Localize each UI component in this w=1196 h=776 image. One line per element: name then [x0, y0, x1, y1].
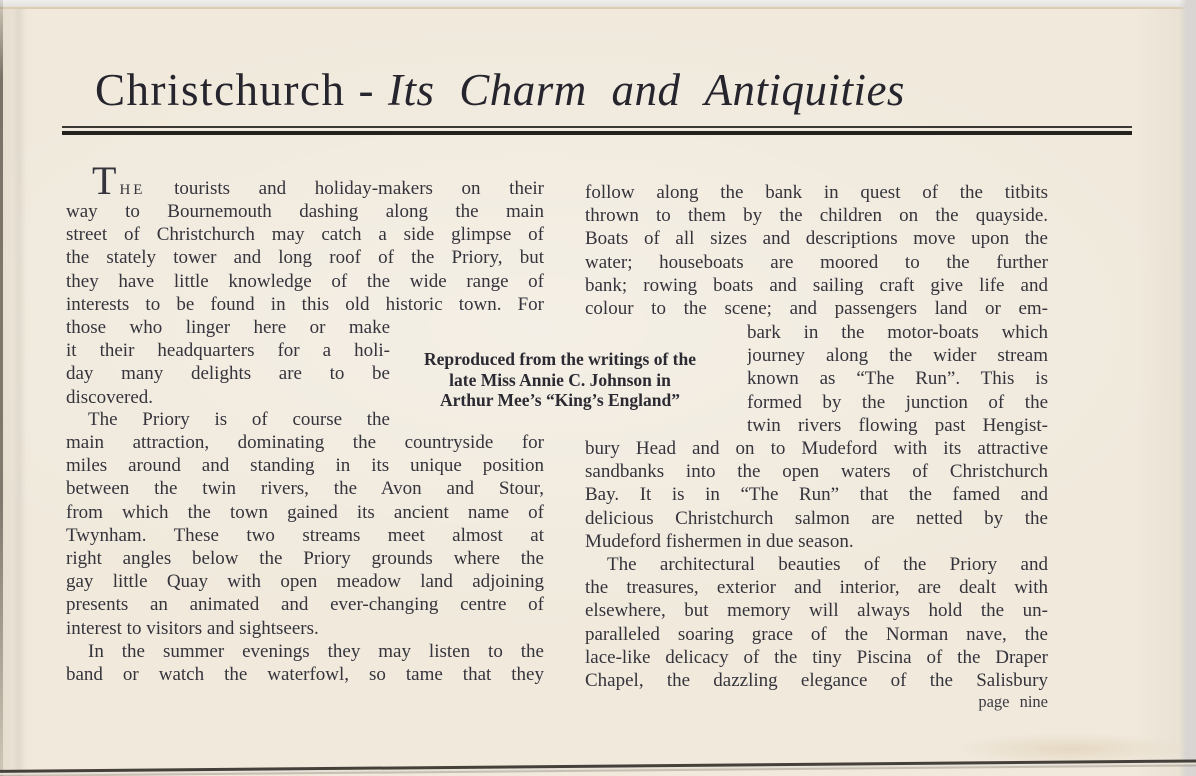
text-line: Twynham. These two streams meet almost at: [66, 524, 544, 546]
lead-caps: HE: [119, 182, 146, 198]
text-line: follow along the bank in quest of the titbits: [585, 182, 1048, 203]
text-line: it their headquarters for a holi-: [66, 340, 390, 362]
scan-edge-right: [1179, 0, 1196, 776]
text-line: bark in the motor-boats which: [747, 322, 1048, 343]
text-line: formed by the junction of the: [747, 391, 1048, 413]
title-subtitle: Its Charm and Antiquities: [388, 65, 905, 115]
text-line: The Priory is of course the: [88, 409, 390, 430]
right-column-paragraph-3: [585, 553, 1048, 692]
text-line: Boats of all sizes and descriptions move upon the: [585, 228, 1048, 250]
paper-crease: [12, 0, 26, 776]
text-line: sandbanks into the open waters of Christchurch: [585, 461, 1048, 483]
text-line: they have little knowledge of the wide range of: [66, 270, 544, 292]
text-line: Arthur Mee’s “King’s England”: [440, 390, 680, 410]
right-column-paragraph-1-narrow: [747, 321, 1048, 437]
text-line: The architectural beauties of the Priory and: [607, 554, 1048, 575]
text-line: In the summer evenings they may listen to the: [88, 641, 544, 662]
left-column-paragraph-2: [66, 431, 544, 640]
text-line: elsewhere, but memory will always hold the un-: [585, 600, 1048, 622]
text-line: Bay. It is in “The Run” that the famed and: [585, 484, 1048, 506]
text-line: bank; rowing boats and sailing craft give life and: [585, 274, 1048, 296]
text-line: presents an animated and ever-changing centre of: [66, 594, 544, 616]
text-line: interest to visitors and sightseers.: [66, 617, 319, 639]
text-line: day many delights are to be: [66, 363, 390, 385]
scan-edge-top: [0, 0, 1196, 9]
title-separator: -: [358, 65, 375, 115]
left-column-paragraph-1-narrow: [66, 316, 390, 409]
text-line: main attraction, dominating the countryside for: [66, 432, 544, 453]
text-line: lace-like delicacy of the tiny Piscina of the Draper: [585, 646, 1048, 668]
left-column-paragraph-3: [66, 640, 544, 686]
text-line: colour to the scene; and passengers land or em-: [585, 297, 1048, 319]
text-line: the treasures, exterior and interior, are dealt with: [585, 577, 1048, 599]
page-edge-left-line: [0, 0, 3, 776]
left-column-paragraph-2-start: [66, 408, 390, 431]
text-line: bury Head and on to Mudeford with its attractive: [585, 438, 1048, 459]
text-line: thrown to them by the children on the quayside.: [585, 205, 1048, 227]
text-line: miles around and standing in its unique position: [66, 455, 544, 477]
text-line: the stately tower and long roof of the Priory, but: [66, 247, 544, 269]
page-number: page nine: [978, 692, 1048, 711]
text-line: Chapel, the dazzling elegance of the Salisbury: [585, 669, 1048, 691]
text-line: journey along the wider stream: [747, 345, 1048, 367]
title-rule: [62, 126, 1132, 135]
text-line: late Miss Annie C. Johnson in: [449, 369, 671, 390]
text-line: from which the town gained its ancient name of: [66, 501, 544, 523]
text-line: gay little Quay with open meadow land adjoining: [66, 571, 544, 593]
lead-line: [66, 158, 545, 203]
text-line: right angles below the Priory grounds where the: [66, 547, 544, 569]
lead-text: tourists and holiday-makers on their: [174, 178, 545, 199]
text-line: discovered.: [66, 386, 154, 408]
text-line: band or watch the waterfowl, so tame that they: [66, 664, 544, 686]
text-line: Mudeford fishermen in due season.: [585, 530, 854, 552]
text-line: interests to be found in this old historic town. For: [66, 293, 544, 315]
text-line: those who linger here or make: [66, 317, 390, 338]
text-line: water; houseboats are moored to the further: [585, 251, 1048, 273]
drop-cap: T: [92, 158, 117, 203]
title-main: Christchurch: [95, 65, 346, 115]
text-line: paralleled soaring grace of the Norman nave, the: [585, 623, 1048, 645]
text-line: between the twin rivers, the Avon and Stour,: [66, 478, 544, 500]
text-line: Reproduced from the writings of the: [423, 349, 697, 369]
text-line: street of Christchurch may catch a side glimpse of: [66, 224, 544, 246]
left-column-paragraph-1: [66, 200, 544, 316]
text-line: delicious Christchurch salmon are netted by the: [585, 507, 1048, 529]
text-line: twin rivers flowing past Hengist-: [747, 414, 1048, 436]
right-column-paragraph-2: [585, 437, 1048, 553]
page-title: [0, 64, 1000, 116]
text-line: known as “The Run”. This is: [747, 368, 1048, 390]
right-column-paragraph-1: [585, 181, 1048, 320]
attribution-note: [392, 349, 728, 411]
text-line: way to Bournemouth dashing along the main: [66, 201, 544, 222]
